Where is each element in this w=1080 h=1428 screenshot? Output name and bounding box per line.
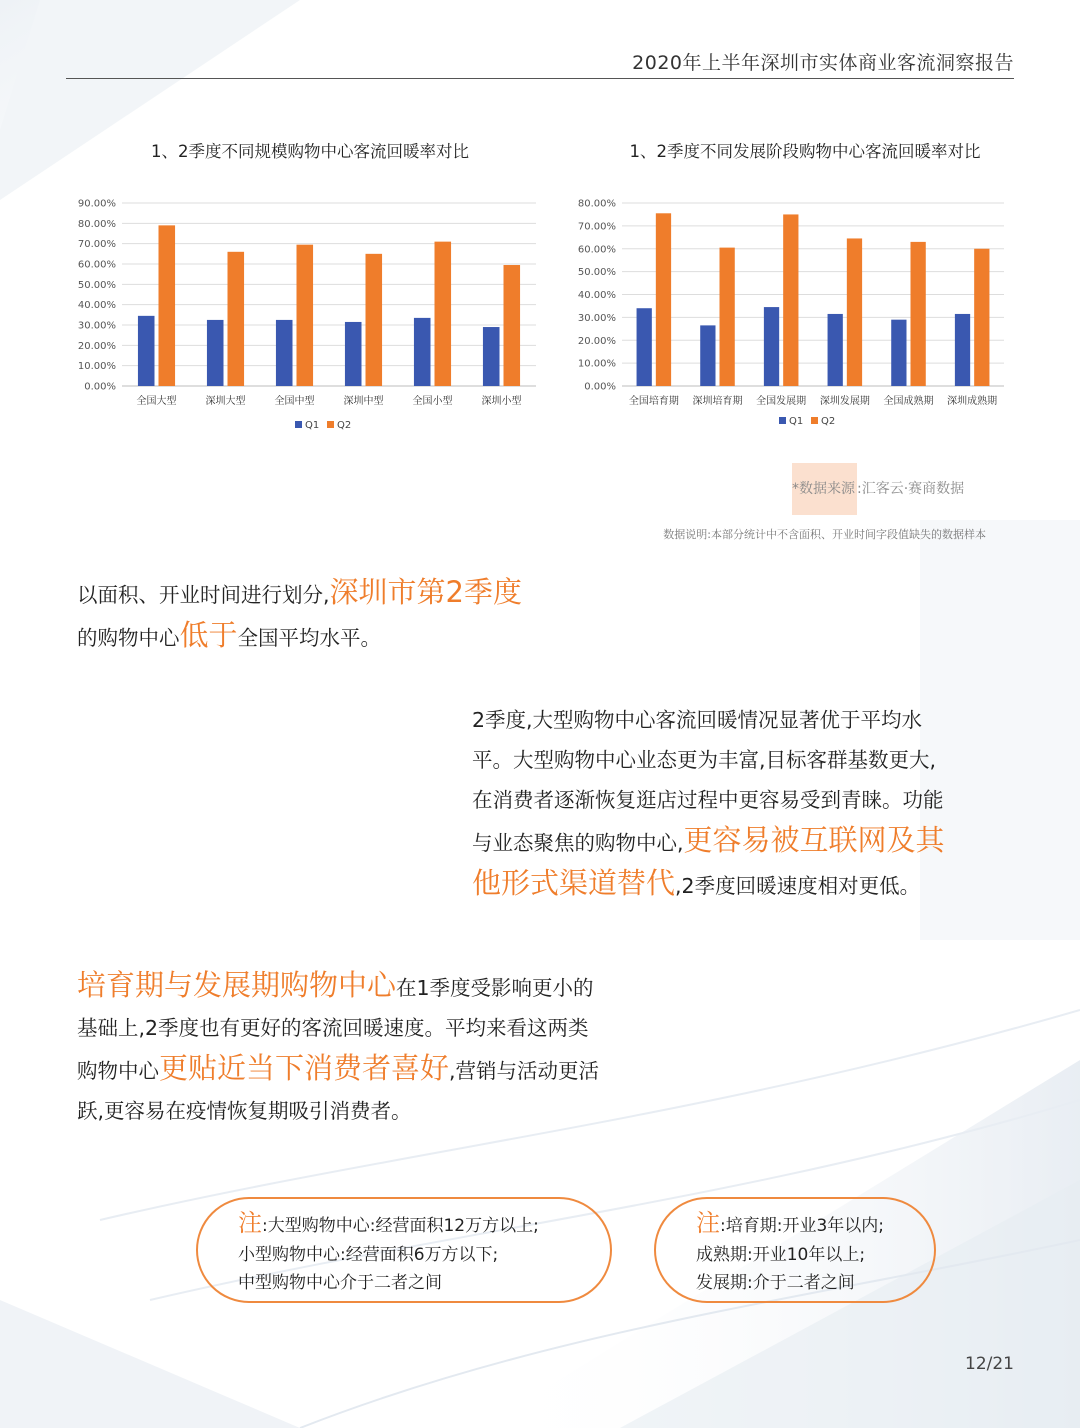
- note-label: 注: [238, 1209, 262, 1237]
- y-tick-label: 80.00%: [77, 218, 116, 230]
- bar-q1: [414, 318, 431, 386]
- x-tick-label: 深圳培育期: [692, 396, 743, 407]
- y-tick-label: 40.00%: [77, 300, 116, 312]
- chart-title: 1、2季度不同规模购物中心客流回暖率对比: [151, 142, 469, 161]
- para2-highlight: 更容易被互联网及其: [683, 823, 945, 857]
- bar-q2: [228, 252, 245, 386]
- bar-q1: [828, 314, 843, 386]
- y-tick-label: 30.00%: [77, 320, 116, 332]
- analysis-paragraph-2: [472, 700, 945, 906]
- y-tick-label: 60.00%: [77, 259, 116, 271]
- bar-q2: [911, 242, 926, 386]
- y-tick-label: 50.00%: [77, 279, 116, 291]
- bar-q1: [891, 320, 906, 386]
- data-source: [792, 463, 992, 515]
- y-tick-label: 50.00%: [577, 267, 616, 279]
- chart-size-comparison: [70, 138, 550, 448]
- header-divider: [66, 78, 1014, 79]
- report-header-title: 2020年上半年深圳市实体商业客流洞察报告: [632, 52, 1014, 74]
- note-line: 发展期:介于二者之间: [696, 1273, 855, 1293]
- page-number: 12/21: [965, 1354, 1014, 1374]
- bar-q2: [720, 248, 735, 386]
- analysis-paragraph-3: [77, 965, 599, 1131]
- x-tick-label: 全国中型: [274, 396, 315, 407]
- para3-text: ,营销与活动更活: [449, 1059, 600, 1083]
- para2-line: 平。大型购物中心业态更为丰富,目标客群基数更大,: [472, 748, 937, 772]
- para2-line: 在消费者逐渐恢复逛店过程中更容易受到青睐。功能: [472, 788, 944, 812]
- legend-label: Q1: [789, 416, 804, 427]
- x-tick-label: 全国培育期: [628, 396, 679, 407]
- y-tick-label: 10.00%: [77, 361, 116, 373]
- para3-text: 购物中心: [77, 1059, 159, 1083]
- note-line: 成熟期:开业10年以上;: [696, 1244, 866, 1265]
- bar-q2: [847, 238, 862, 386]
- para3-highlight: 培育期与发展期购物中心: [77, 968, 397, 1002]
- x-tick-label: 深圳成熟期: [947, 396, 998, 407]
- bar-q1: [276, 320, 293, 386]
- bar-q1: [345, 322, 362, 386]
- legend-swatch: [779, 417, 786, 424]
- y-tick-label: 40.00%: [577, 290, 616, 301]
- bar-chart-size: [70, 138, 550, 448]
- para3-highlight: 更贴近当下消费者喜好: [159, 1051, 450, 1085]
- bar-q2: [435, 242, 452, 386]
- x-tick-label: 全国大型: [136, 396, 177, 407]
- para2-highlight: 他形式渠道替代: [472, 866, 676, 900]
- bar-q2: [783, 214, 798, 386]
- chart-title: 1、2季度不同发展阶段购物中心客流回暖率对比: [629, 142, 981, 161]
- para3-line: 跃,更容易在疫情恢复期吸引消费者。: [77, 1099, 412, 1123]
- legend-label: Q2: [821, 416, 836, 427]
- para3-line: 基础上,2季度也有更好的客流回暖速度。平均来看这两类: [77, 1016, 589, 1040]
- legend-label: Q2: [337, 420, 352, 431]
- para1-text: 的购物中心: [77, 626, 180, 650]
- bar-q1: [700, 325, 715, 386]
- x-tick-label: 深圳发展期: [819, 396, 870, 407]
- y-tick-label: 30.00%: [577, 312, 616, 324]
- y-tick-label: 0.00%: [84, 381, 116, 393]
- y-tick-label: 70.00%: [77, 239, 116, 251]
- note-line: :大型购物中心:经营面积12万方以上;: [262, 1216, 539, 1236]
- y-tick-label: 20.00%: [577, 335, 616, 347]
- summary-paragraph-1: [77, 572, 522, 658]
- bar-q1: [764, 307, 779, 386]
- note-stage-definition: [654, 1197, 936, 1303]
- y-tick-label: 0.00%: [584, 381, 616, 393]
- para1-highlight: 深圳市第2季度: [329, 575, 522, 609]
- bar-q1: [955, 314, 970, 386]
- bar-q2: [974, 249, 989, 386]
- y-tick-label: 10.00%: [577, 358, 616, 370]
- legend-swatch: [327, 421, 334, 428]
- legend-label: Q1: [305, 420, 320, 431]
- para2-text: ,2季度回暖速度相对更低。: [675, 874, 921, 898]
- para2-line: 2季度,大型购物中心客流回暖情况显著优于平均水: [472, 708, 923, 732]
- x-tick-label: 深圳大型: [205, 396, 246, 407]
- legend-swatch: [295, 421, 302, 428]
- x-tick-label: 深圳中型: [343, 396, 384, 407]
- legend-swatch: [811, 417, 818, 424]
- bar-chart-stage: [570, 138, 1040, 448]
- x-tick-label: 深圳小型: [481, 396, 522, 407]
- data-note: 数据说明:本部分统计中不含面积、开业时间字段值缺失的数据样本: [663, 528, 986, 541]
- para1-highlight: 低于: [179, 618, 238, 652]
- y-tick-label: 80.00%: [577, 198, 616, 210]
- note-line: :培育期:开业3年以内;: [720, 1216, 884, 1236]
- y-tick-label: 70.00%: [577, 221, 616, 233]
- bar-q2: [297, 245, 314, 386]
- para1-text: 全国平均水平。: [237, 626, 382, 650]
- source-text: :汇客云·赛商数据: [857, 481, 965, 497]
- bar-q2: [656, 213, 671, 386]
- note-size-definition: [196, 1197, 612, 1303]
- para2-text: 与业态聚焦的购物中心,: [472, 831, 684, 855]
- y-tick-label: 20.00%: [77, 340, 116, 352]
- bar-q1: [138, 316, 155, 386]
- bar-q2: [504, 265, 521, 386]
- note-line: 小型购物中心:经营面积6万方以下;: [238, 1244, 499, 1265]
- y-tick-label: 90.00%: [77, 198, 116, 210]
- para3-text: 在1季度受影响更小的: [396, 976, 594, 1000]
- note-line: 中型购物中心介于二者之间: [238, 1273, 442, 1293]
- bar-q1: [637, 308, 652, 386]
- chart-stage-comparison: [570, 138, 1040, 448]
- bar-q2: [159, 225, 176, 386]
- bar-q1: [207, 320, 224, 386]
- note-label: 注: [696, 1209, 720, 1237]
- para1-text: 以面积、开业时间进行划分,: [77, 583, 330, 607]
- source-label: *数据来源: [792, 463, 857, 515]
- bar-q2: [366, 254, 383, 386]
- bar-q1: [483, 327, 500, 386]
- y-tick-label: 60.00%: [577, 244, 616, 256]
- x-tick-label: 全国成熟期: [883, 396, 934, 407]
- x-tick-label: 全国发展期: [756, 396, 807, 407]
- x-tick-label: 全国小型: [412, 396, 453, 407]
